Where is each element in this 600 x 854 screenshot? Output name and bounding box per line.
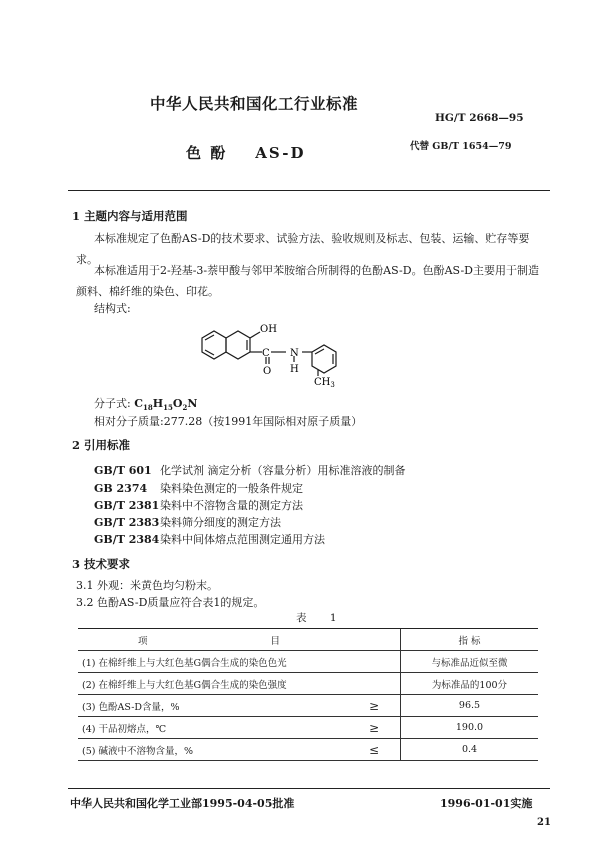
reference-item <box>94 531 325 547</box>
table-cell-item: (4) 干品初熔点，℃ <box>78 717 348 739</box>
table-1 <box>78 628 538 761</box>
reference-title: 染料中间体熔点范围测定通用方法 <box>160 533 325 546</box>
section-1-heading: 1 主题内容与适用范围 <box>72 209 188 223</box>
reference-code: GB/T 2383 <box>94 516 160 529</box>
table-cell-operator <box>348 673 401 695</box>
document-title-name: 色 酚 <box>186 144 228 162</box>
table-cell-operator: ≤ <box>348 739 401 761</box>
section-1-paragraph-1: 本标准规定了色酚AS-D的技术要求、试验方法、验收规则及标志、包装、运输、贮存等要求。 <box>76 232 530 266</box>
table-cell-value: 96.5 <box>401 695 539 717</box>
structure-carbonyl-o: O <box>263 366 272 377</box>
molecular-formula-value: $C_{18}H_{15}O_2N$ <box>134 397 198 413</box>
table-header-item: 项 目 <box>78 629 401 651</box>
approval-statement: 中华人民共和国化学工业部1995-04-05批准 <box>70 797 295 810</box>
table-cell-item: (1) 在棉纤维上与大红色基G偶合生成的染色色光 <box>78 651 348 673</box>
reference-item <box>94 480 303 496</box>
document-title-code: AS-D <box>255 144 306 162</box>
structure-methyl <box>314 377 335 388</box>
table-row <box>78 651 538 673</box>
clause-3-1: 3.1 外观：米黄色均匀粉末。 <box>76 579 218 592</box>
table-row <box>78 695 538 717</box>
reference-item <box>94 497 303 513</box>
standard-org-title: 中华人民共和国化工行业标准 <box>150 94 359 113</box>
header-divider <box>68 190 550 191</box>
table-header-row <box>78 629 538 651</box>
table-row <box>78 739 538 761</box>
structure-amide-n: N <box>290 348 299 359</box>
reference-code: GB/T 2384 <box>94 533 160 546</box>
reference-title: 染料中不溶物含量的测定方法 <box>160 499 303 512</box>
structure-oh: OH <box>260 324 277 335</box>
structure-amide-h: H <box>290 364 299 375</box>
standard-code: HG/T 2668—95 <box>435 112 524 124</box>
document-title <box>186 142 306 163</box>
molecular-formula <box>94 395 197 412</box>
reference-title: 染料筛分细度的测定方法 <box>160 516 281 529</box>
reference-code: GB/T 2381 <box>94 499 160 512</box>
structure-methyl-sub: 3 <box>330 381 335 388</box>
table-row <box>78 717 538 739</box>
table-1-title: 表 1 <box>296 612 347 624</box>
reference-item <box>94 514 281 530</box>
section-1-paragraph-2: 本标准适用于2-羟基-3-萘甲酸与邻甲苯胺缩合所制得的色酚AS-D。色酚AS-D主要用于制造颜料、棉纤维的染色、印花。 <box>76 264 539 298</box>
reference-item <box>94 462 406 478</box>
table-cell-item: (5) 碱液中不溶物含量，% <box>78 739 348 761</box>
structure-methyl-ch: CH <box>314 377 331 388</box>
molecular-formula-label: 分子式: <box>94 397 131 410</box>
table-cell-operator: ≥ <box>348 717 401 739</box>
table-cell-value: 190.0 <box>401 717 539 739</box>
structure-label: 结构式: <box>94 302 131 315</box>
table-cell-value: 与标准品近似至微 <box>401 651 539 673</box>
molecular-mass-label: 相对分子质量: <box>94 415 164 428</box>
structure-carbonyl-c: C <box>262 348 270 359</box>
page-number: 21 <box>537 817 551 828</box>
reference-title: 化学试剂 滴定分析（容量分析）用标准溶液的制备 <box>160 464 406 477</box>
clause-3-2: 3.2 色酚AS-D质量应符合表1的规定。 <box>76 596 265 609</box>
footer-divider <box>68 788 550 789</box>
table-cell-value: 为标准品的100分 <box>401 673 539 695</box>
table-cell-operator <box>348 651 401 673</box>
table-header-index: 指 标 <box>401 629 539 651</box>
table-cell-item: (2) 在棉纤维上与大红色基G偶合生成的染色强度 <box>78 673 348 695</box>
molecular-mass-value: 277.28（按1991年国际相对原子质量） <box>163 415 363 428</box>
reference-code: GB/T 601 <box>94 464 152 477</box>
table-row <box>78 673 538 695</box>
replaces-standard: 代替 GB/T 1654—79 <box>410 141 512 152</box>
table-cell-value: 0.4 <box>401 739 539 761</box>
reference-code: GB 2374 <box>94 482 148 495</box>
effective-date: 1996-01-01实施 <box>440 797 533 810</box>
section-3-heading: 3 技术要求 <box>72 557 131 571</box>
section-2-heading: 2 引用标准 <box>72 438 131 452</box>
structural-formula <box>190 312 360 388</box>
table-cell-item: (3) 色酚AS-D含量，% <box>78 695 348 717</box>
relative-molecular-mass <box>94 413 362 429</box>
table-cell-operator: ≥ <box>348 695 401 717</box>
reference-title: 染料染色测定的一般条件规定 <box>160 482 303 495</box>
